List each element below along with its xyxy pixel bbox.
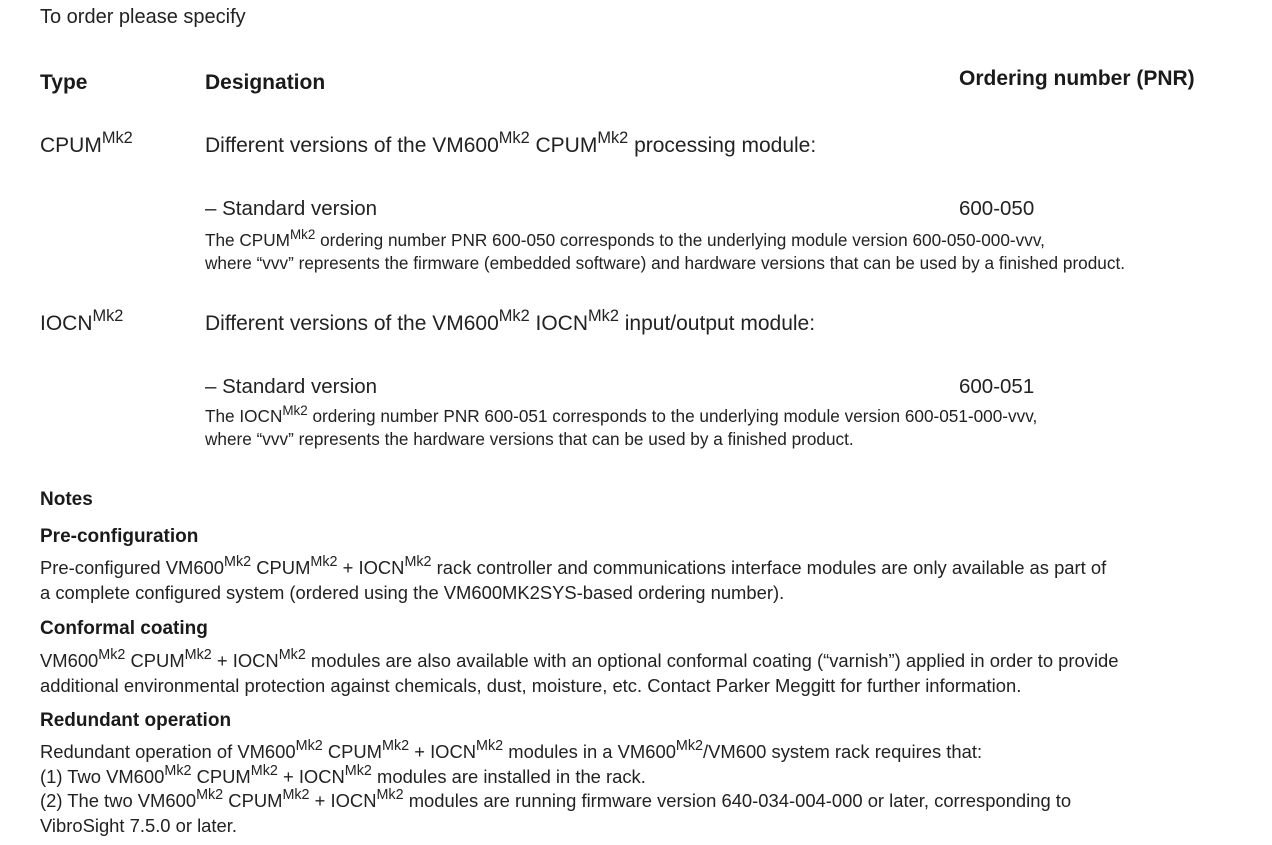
preconfig-text: Pre-configured $VM600^{Mk2}$ $CPUM^{Mk2}$ + $IOCN^{Mk2}$ rack controller and communications interface modules are only available as part of a complete configured system (ordered using the VM600MK2SYS-based ordering number). xyxy=(40,554,1107,603)
designation-iocn: Different versions of the $VM600^{Mk2}$ $IOCN^{Mk2}$ input/output module: xyxy=(205,307,816,335)
notes-title: Notes xyxy=(40,489,93,510)
preconfig-title: Pre-configuration xyxy=(40,526,199,547)
coating-title: Conformal coating xyxy=(40,618,208,639)
version-label-iocn: – Standard version xyxy=(205,375,378,398)
type-iocn: $IOCN^{Mk2}$ xyxy=(40,307,124,335)
pnr-iocn: 600-051 xyxy=(959,375,1035,398)
designation-cpum: Different versions of the $VM600^{Mk2}$ $CPUM^{Mk2}$ processing module: xyxy=(205,129,817,157)
coating-text: $VM600^{Mk2}$ $CPUM^{Mk2}$ + $IOCN^{Mk2}$ modules are also available with an optional conformal coating (“varnish”) applied in order to provide additional environmental protection against chemicals, dust, moisture, etc. Contact Parker Meggitt for further information. xyxy=(40,647,1119,696)
header-designation: Designation xyxy=(205,71,326,94)
header-pnr: Ordering number (PNR) xyxy=(959,67,1195,90)
intro-text: To order please specify xyxy=(40,6,246,28)
header-type: Type xyxy=(40,71,88,94)
redundant-text: Redundant operation of $VM600^{Mk2}$ $CPUM^{Mk2}$ + $IOCN^{Mk2}$ modules in a $VM600^{Mk2}/VM600$ system rack requires that: (1) Two $VM600^{Mk2}$ $CPUM^{Mk2}$ + $IOCN^{Mk2}$ modules are installed in the rack. (2) The two $VM600^{Mk2}$ $CPUM^{Mk2}$ + $IOCN^{Mk2}$ modules are running firmware version 640-034-004-000 or later, corresponding to VibroSight 7.5.0 or later. xyxy=(40,738,1072,836)
redundant-title: Redundant operation xyxy=(40,710,232,731)
note-cpum: The $CPUM^{Mk2}$ ordering number PNR 600-050 corresponds to the underlying module version 600-050-000-vvv, where “vvv” represents the firmware (embedded software) and hardware versions that can be used by a finished product. xyxy=(205,226,1125,273)
version-label-cpum: – Standard version xyxy=(205,197,378,220)
note-iocn: The $IOCN^{Mk2}$ ordering number PNR 600-051 corresponds to the underlying module version 600-051-000-vvv, where “vvv” represents the hardware versions that can be used by a finished product. xyxy=(205,402,1038,449)
pnr-cpum: 600-050 xyxy=(959,197,1035,220)
type-cpum: $CPUM^{Mk2}$ xyxy=(40,129,133,157)
